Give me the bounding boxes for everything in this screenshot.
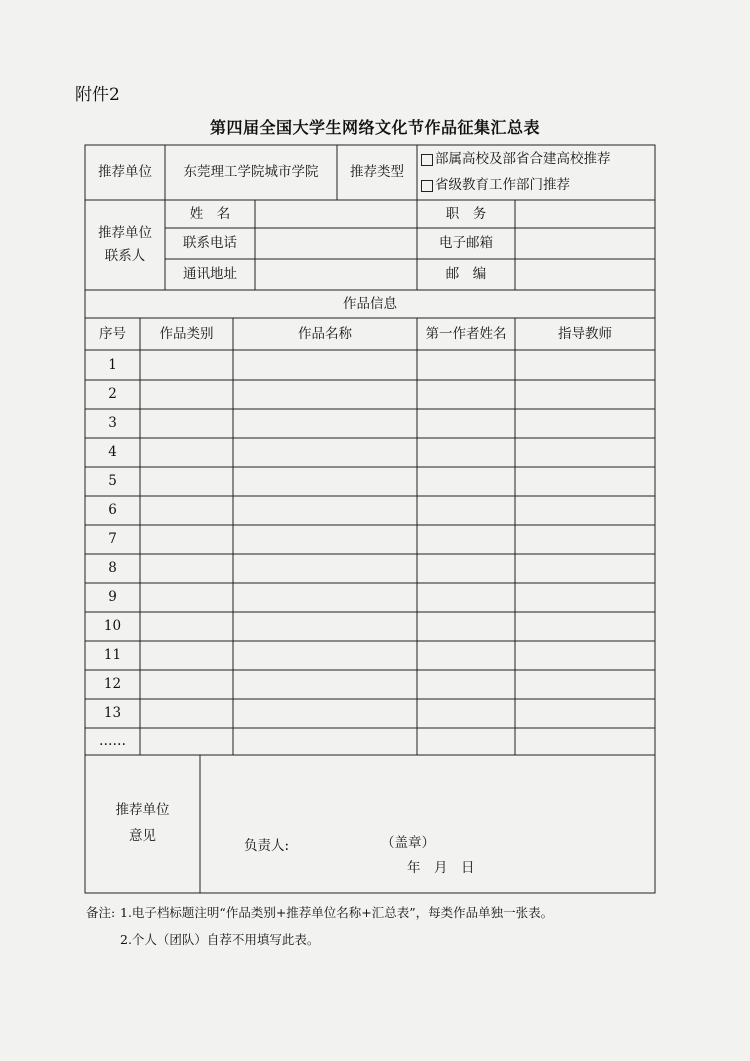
table-row-index: 6 [108,502,117,519]
recommend-type-option-2-label: 省级教育工作部门推荐 [435,177,570,194]
works-header-category: 作品类别 [159,325,214,342]
contact-position-label: 职 务 [445,205,487,222]
recommend-type-option-2[interactable] [417,173,655,198]
attachment-label: 附件2 [75,85,120,105]
works-header-index: 序号 [99,325,126,342]
contact-section-label: 推荐单位 联系人 [98,225,152,264]
notes-prefix: 备注: [86,905,116,920]
contact-phone-label: 联系电话 [183,235,237,252]
notes-line-1: 1.电子档标题注明“作品类别+推荐单位名称+汇总表”，每类作品单独一张表。 [120,905,554,920]
table-row-index: 11 [103,647,122,664]
table-row-index: 5 [108,473,117,490]
notes-line-2: 2.个人（团队）自荐不用填写此表。 [120,932,320,947]
contact-postcode-label: 邮 编 [445,266,487,283]
responsible-label: 负责人: [244,838,290,854]
works-header-first-author: 第一作者姓名 [425,325,507,342]
contact-address-field[interactable] [255,259,417,290]
recommend-unit-value[interactable]: 东莞理工学院城市学院 [183,164,319,181]
table-row-index: 4 [108,444,117,461]
seal-label: （盖章） [381,835,435,851]
works-section-label: 作品信息 [343,295,397,312]
recommend-type-option-1-label: 部属高校及部省合建高校推荐 [435,151,611,168]
table-row-ellipsis: …… [99,733,126,750]
contact-position-field[interactable] [515,200,655,228]
table-row-index: 9 [108,589,117,606]
contact-email-field[interactable] [515,228,655,259]
table-row-index: 1 [108,356,117,373]
date-label: 年 月 日 [407,860,475,876]
table-row-index: 2 [108,386,117,403]
checkbox-icon[interactable] [421,154,433,166]
table-row-index: 7 [108,531,117,548]
recommend-type-label: 推荐类型 [350,164,404,181]
table-row-index: 3 [108,415,117,432]
works-header-title: 作品名称 [298,325,352,342]
page-title: 第四届全国大学生网络文化节作品征集汇总表 [209,118,540,137]
contact-phone-field[interactable] [255,228,417,259]
recommend-type-option-1[interactable] [417,147,655,172]
contact-postcode-field[interactable] [515,259,655,290]
works-header-advisor: 指导教师 [558,325,612,342]
contact-email-label: 电子邮箱 [439,235,493,252]
contact-address-label: 通讯地址 [183,266,237,283]
contact-name-label: 姓 名 [189,205,231,222]
table-row-index: 10 [103,618,122,635]
recommend-unit-label: 推荐单位 [98,164,152,181]
opinion-label: 推荐单位 意见 [115,802,170,844]
table-row-index: 13 [103,705,122,722]
contact-name-field[interactable] [255,200,417,228]
checkbox-icon[interactable] [421,180,433,192]
table-row-index: 8 [108,560,117,577]
table-row-index: 12 [103,676,122,693]
